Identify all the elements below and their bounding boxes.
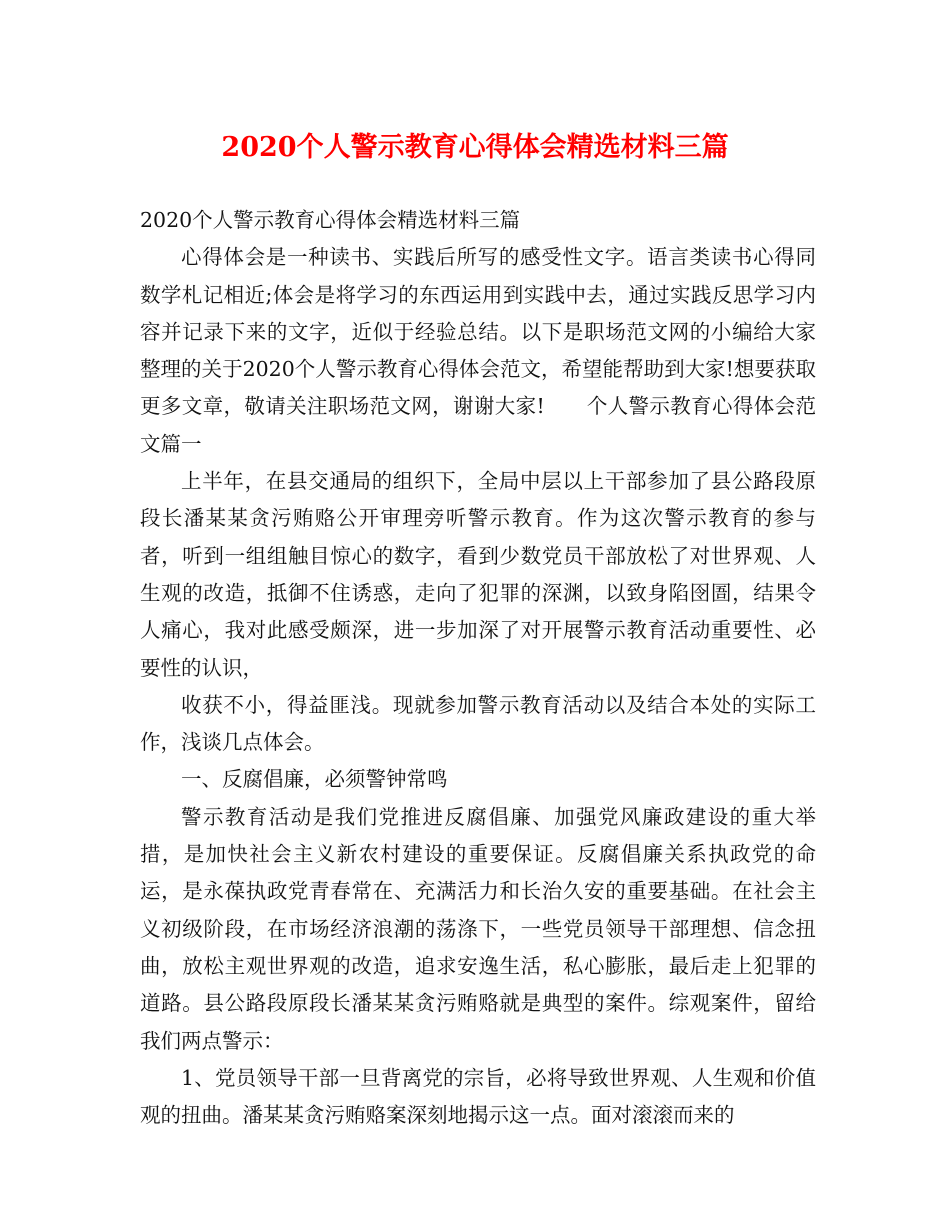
subtitle-paragraph: 2020个人警示教育心得体会精选材料三篇 [140, 208, 521, 232]
body-paragraph: 收获不小，得益匪浅。现就参加警示教育活动以及结合本处的实际工作，浅谈几点体会。 [140, 692, 816, 755]
document-title: 2020个人警示教育心得体会精选材料三篇 [221, 132, 729, 163]
document-body [140, 202, 816, 1134]
body-paragraph: 警示教育活动是我们党推进反腐倡廉、加强党风廉政建设的重大举措，是加快社会主义新农村建设的重要保证。反腐倡廉关系执政党的命运，是永葆执政党青春常在、充满活力和长治久安的重要基础。在社会主义初级阶段，在市场经济浪潮的荡涤下，一些党员领导干部理想、信念扭曲，放松主观世界观的改造，追求安逸生活，私心膨胀，最后走上犯罪的道路。县公路段原段长潘某某贪污贿赂就是典型的案件。综观案件，留给我们两点警示： [140, 804, 816, 1053]
body-paragraph: 上半年，在县交通局的组织下，全局中层以上干部参加了县公路段原段长潘某某贪污贿赂公开审理旁听警示教育。作为这次警示教育的参与者，听到一组组触目惊心的数字，看到少数党员干部放松了对世界观、人生观的改造，抵御不住诱惑，走向了犯罪的深渊，以致身陷囹圄，结果令人痛心，我对此感受颇深，进一步加深了对开展警示教育活动重要性、必要性的认识， [140, 469, 816, 680]
body-paragraph: 1、党员领导干部一旦背离党的宗旨，必将导致世界观、人生观和价值观的扭曲。潘某某贪污贿赂案深刻地揭示这一点。面对滚滚而来的 [140, 1065, 816, 1128]
intro-paragraph: 心得体会是一种读书、实践后所写的感受性文字。语言类读书心得同数学札记相近;体会是将学习的东西运用到实践中去，通过实践反思学习内容并记录下来的文字，近似于经验总结。以下是职场范文网的小编给大家整理的关于2020个人警示教育心得体会范文，希望能帮助到大家!想要获取更多文章，敬请关注职场范文网，谢谢大家! 个人警示教育心得体会范文篇一 [140, 245, 816, 456]
section-heading: 一、反腐倡廉，必须警钟常鸣 [181, 767, 448, 792]
